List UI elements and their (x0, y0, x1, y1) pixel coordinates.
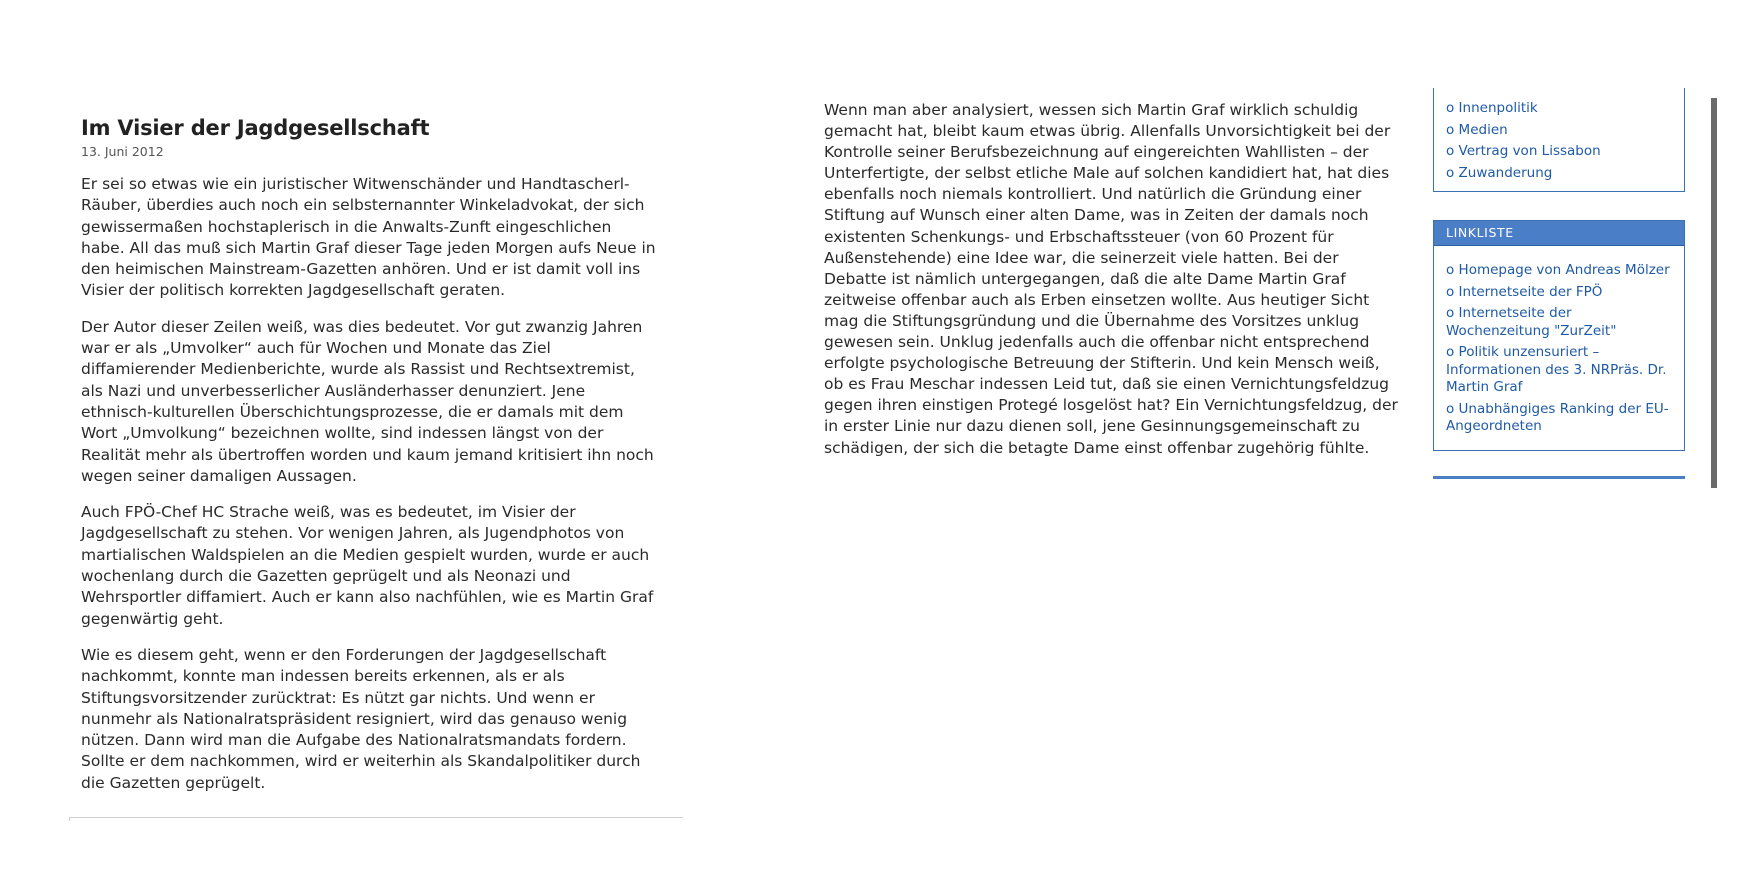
linkliste-body (1434, 246, 1684, 450)
article-paragraph-continued: Wenn man aber analysiert, wessen sich Martin Graf wirklich schuldig gemacht hat, bleibt kaum etwas übrig. Allenfalls Unvorsichtigkeit bei der Kontrolle seiner Berufsbezeichnung auf eingereichten Wahllisten – der Unterfertigte, der selbst etliche Male auf solchen kandidiert hat, hat dies ebenfalls noch niemals kontrolliert. Und natürlich die Gründung einer Stiftung auf Wunsch einer alten Dame, was in Zeiten der damals noch existenten Schenkungs- und Erbschaftssteuer (von 60 Prozent für Außenstehende) eine Idee war, die seinerzeit viele hatten. Bei der Debatte ist nämlich untergegangen, daß die alte Dame Martin Graf zeitweise offenbar auch als Erben einsetzen wollte. Aus heutiger Sicht mag die Stiftungsgründung und die Übernahme des Vorsitzes unklug gewesen sein. Unklug jedenfalls auch die offenbar nicht entsprechend erfolgte psychologische Betreuung der Stifterin. Und kein Mensch weiß, ob es Frau Meschar indessen Leid tut, daß sie einen Vernichtungsfeldzug gegen ihren einstigen Protegé losgelöst hat? Ein Vernichtungsfeldzug, der in erster Linie nur dazu dienen soll, jene Gesinnungsgemeinschaft zu schädigen, der sich die betagte Dame einst offenbar zugehörig fühlte. (824, 101, 1398, 457)
content-divider-edge (69, 817, 70, 821)
category-box (1433, 88, 1685, 192)
category-link-medien[interactable]: o Medien (1446, 121, 1508, 138)
category-link-innenpolitik[interactable]: o Innenpolitik (1446, 100, 1538, 116)
scrollbar[interactable] (1711, 98, 1717, 488)
link-homepage-moelzer[interactable]: o Homepage von Andreas Mölzer (1446, 262, 1670, 278)
category-link-vertrag-von-lissabon[interactable]: o Vertrag von Lissabon (1446, 143, 1601, 159)
article-paragraph: Wie es diesem geht, wenn er den Forderungen der Jagdgesellschaft nachkommt, konnte man indessen bereits erkennen, als er als Stiftungsvorsitzender zurücktrat: Es nützt gar nichts. Und wenn er nunmehr als Nationalratspräsident resigniert, wird das genauso wenig nützen. Dann wird man die Aufgabe des Nationalratsmandats fordern. Sollte er dem nachkommen, wird er weiterhin als Skandalpolitiker durch die Gazetten geprügelt. (81, 645, 641, 792)
category-link-zuwanderung[interactable]: o Zuwanderung (1446, 164, 1553, 181)
link-politik-unzensuriert[interactable]: o Politik unzensuriert – Informationen des 3. NRPräs. Dr. Martin Graf (1446, 344, 1667, 395)
linkliste-header: LINKLISTE (1434, 221, 1684, 246)
article-paragraph: Auch FPÖ-Chef HC Strache weiß, was es bedeutet, im Visier der Jagdgesellschaft zu stehen. Vor wenigen Jahren, als Jugendphotos von martialischen Waldspielen an die Medien gespielt wurden, wurde er auch wochenlang durch die Gazetten geprügelt und als Neonazi und Wehrsportler diffamiert. Auch er kann also nachfühlen, wie es Martin Graf gegenwärtig geht. (81, 503, 654, 628)
link-fpoe[interactable]: o Internetseite der FPÖ (1446, 283, 1603, 300)
link-eu-ranking[interactable]: o Unabhängiges Ranking der EU-Angeordneten (1446, 400, 1669, 434)
next-box-top-border (1433, 476, 1685, 479)
link-zurzeit[interactable]: o Internetseite der Wochenzeitung "ZurZeit" (1446, 305, 1617, 339)
article-paragraph: Er sei so etwas wie ein juristischer Witwenschänder und Handtascherl-Räuber, überdies auch noch ein selbsternannter Winkeladvokat, der sich gewissermaßen hochstaplerisch in die Anwalts-Zunft eingeschlichen habe. All das muß sich Martin Graf dieser Tage jeden Morgen aufs Neue in den heimischen Mainstream-Gazetten anhören. Und er ist damit voll ins Visier der politisch korrekten Jagdgesellschaft geraten. (81, 175, 656, 300)
linkliste-box (1433, 220, 1685, 451)
article-continuation (824, 100, 1400, 459)
sidebar (1433, 88, 1685, 479)
article-main (81, 114, 656, 809)
content-divider (69, 817, 683, 818)
article-date: 13. Juni 2012 (81, 144, 164, 159)
article-title: Im Visier der Jagdgesellschaft (81, 116, 430, 140)
article-paragraph: Der Autor dieser Zeilen weiß, was dies bedeutet. Vor gut zwanzig Jahren war er als „Umvolker“ auch für Wochen und Monate das Ziel diffamierender Medienberichte, wurde als Rassist und Rechtsextremist, als Nazi und unverbesserlicher Ausländerhasser denunziert. Jene ethnisch-kulturellen Überschichtungsprozesse, die er damals mit dem Wort „Umvolkung“ bezeichnen wollte, sind indessen längst von der Realität mehr als übertroffen worden und kaum jemand kritisiert ihn noch wegen seiner damaligen Aussagen. (81, 317, 654, 485)
